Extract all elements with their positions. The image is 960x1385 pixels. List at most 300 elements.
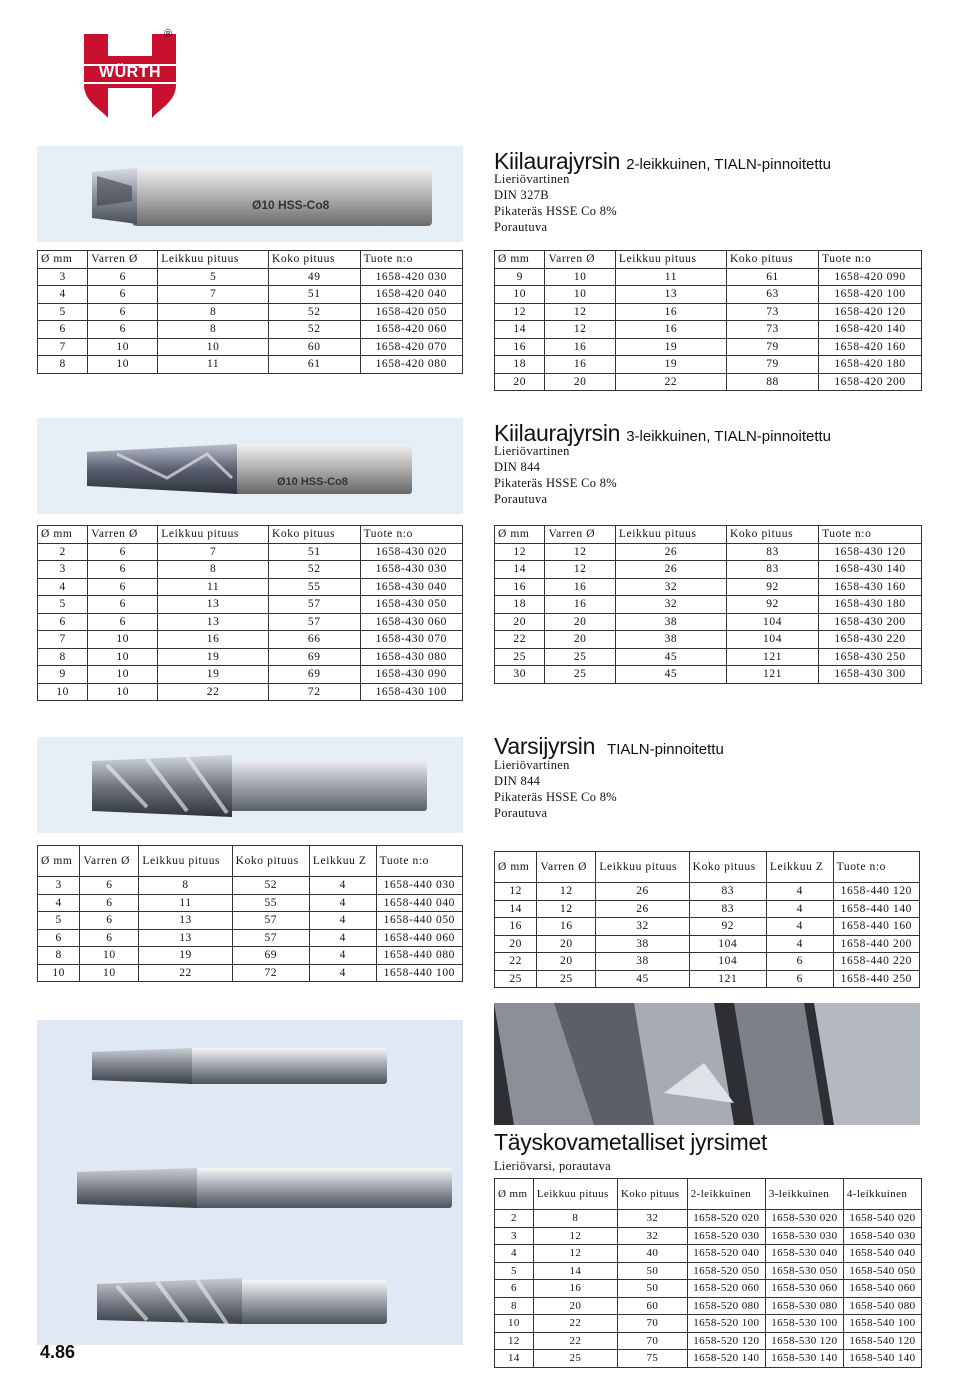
spec-line: Lieriövartinen [494,444,570,458]
table-cell: 20 [495,613,545,631]
table-cell: 70 [617,1332,687,1350]
table-cell: 6 [80,894,139,912]
table-cell: 26 [615,561,726,579]
table-cell: 1658-440 120 [833,883,919,901]
spec-line: Pikateräs HSSE Co 8% [494,204,618,218]
table-cell: 1658-530 040 [765,1245,843,1263]
column-header: Tuote n:o [819,526,922,544]
table-cell: 16 [495,338,545,356]
table-row [495,1332,922,1350]
column-header: 2-leikkuinen [687,1179,765,1210]
table-cell: 13 [158,596,269,614]
table-cell: 4 [766,900,833,918]
table-cell: 1658-440 250 [833,970,919,988]
column-header: Leikkuu pituus [139,846,232,877]
column-header: 3-leikkuinen [765,1179,843,1210]
table-cell: 1658-540 060 [843,1280,921,1298]
table-cell: 121 [727,648,819,666]
table-header-row [495,251,922,269]
section1-table-right [494,250,922,391]
table-cell: 10 [80,964,139,982]
table-row [495,1297,922,1315]
table-row [38,268,463,286]
table-cell: 6 [495,1280,534,1298]
table-cell: 1658-540 040 [843,1245,921,1263]
table-cell: 10 [495,1315,534,1333]
table-cell: 1658-430 080 [360,648,462,666]
table-cell: 38 [596,953,689,971]
column-header: Tuote n:o [819,251,922,269]
table-cell: 1658-430 200 [819,613,922,631]
table-cell: 1658-520 020 [687,1210,765,1228]
table-cell: 22 [158,683,269,701]
section3-title [494,733,724,760]
table-cell: 3 [495,1227,534,1245]
table-cell: 16 [545,338,615,356]
table-cell: 4 [38,578,88,596]
table-cell: 1658-540 030 [843,1227,921,1245]
table-cell: 12 [545,303,615,321]
table-cell: 20 [545,373,615,391]
table-cell: 1658-420 070 [360,338,462,356]
column-header: Varren Ø [88,526,158,544]
table-cell: 25 [537,970,596,988]
table-cell: 1658-520 080 [687,1297,765,1315]
table-row [495,935,920,953]
table-cell: 18 [495,596,545,614]
table-cell: 1658-440 060 [376,929,462,947]
table-cell: 1658-530 140 [765,1350,843,1368]
table-cell: 1658-540 120 [843,1332,921,1350]
column-header: Koko pituus [617,1179,687,1210]
spec-line: Pikateräs HSSE Co 8% [494,790,618,804]
table-row [495,953,920,971]
section1-title-suffix: 2-leikkuinen, TIALN-pinnoitettu [626,156,832,173]
section3-title-main: Varsijyrsin [494,733,596,759]
table-cell: 83 [727,561,819,579]
table-cell: 1658-440 220 [833,953,919,971]
section1-title-main: Kiilaurajyrsin [494,148,621,174]
column-header: Tuote n:o [833,852,919,883]
table-row [495,561,922,579]
table-cell: 4 [766,935,833,953]
table-cell: 19 [139,947,232,965]
table-row [495,321,922,339]
table-cell: 1658-520 040 [687,1245,765,1263]
table-row [38,929,463,947]
photo-label: Ø10 HSS-Co8 [277,476,348,488]
table-cell: 16 [158,631,269,649]
table-cell: 8 [38,356,88,374]
table-cell: 1658-440 200 [833,935,919,953]
table-cell: 1658-440 160 [833,918,919,936]
table-cell: 7 [38,631,88,649]
table-cell: 6 [88,321,158,339]
table-cell: 5 [495,1262,534,1280]
table-cell: 1658-430 220 [819,631,922,649]
section2-table-right [494,525,922,684]
table-cell: 1658-430 060 [360,613,462,631]
table-header-row [495,526,922,544]
section1-specs [494,171,617,235]
table-header-row [38,526,463,544]
table-cell: 10 [545,286,615,304]
table-cell: 6 [88,303,158,321]
table-cell: 16 [545,596,615,614]
table-cell: 3 [38,268,88,286]
table-cell: 1658-520 030 [687,1227,765,1245]
table-cell: 3 [38,877,80,895]
table-cell: 104 [689,953,766,971]
column-header: Koko pituus [268,251,360,269]
table-cell: 20 [495,935,537,953]
column-header: Ø mm [495,852,537,883]
table-cell: 13 [139,929,232,947]
column-header: Varren Ø [545,251,615,269]
table-cell: 13 [615,286,726,304]
table-row [495,543,922,561]
table-cell: 1658-420 060 [360,321,462,339]
table-cell: 4 [38,894,80,912]
column-header: Leikkuu pituus [158,251,269,269]
table-cell: 12 [545,321,615,339]
table-row [38,912,463,930]
table-cell: 1658-440 030 [376,877,462,895]
table-cell: 2 [495,1210,534,1228]
spec-line: DIN 327B [494,188,549,202]
column-header: Koko pituus [268,526,360,544]
table-cell: 1658-530 060 [765,1280,843,1298]
table-cell: 104 [727,613,819,631]
table-cell: 10 [158,338,269,356]
table-cell: 92 [689,918,766,936]
table-cell: 5 [38,912,80,930]
table-cell: 1658-540 140 [843,1350,921,1368]
table-row [495,286,922,304]
product-photo-shank-mill [37,737,463,833]
table-cell: 6 [88,613,158,631]
table-cell: 1658-420 050 [360,303,462,321]
section2-table-left [37,525,463,701]
table-cell: 1658-420 200 [819,373,922,391]
wurth-logo [80,30,180,120]
spec-line: Lieriövartinen [494,758,570,772]
table-cell: 1658-440 140 [833,900,919,918]
table-cell: 1658-430 300 [819,666,922,684]
table-cell: 10 [80,947,139,965]
table-cell: 13 [139,912,232,930]
table-cell: 25 [545,666,615,684]
table-cell: 4 [38,286,88,304]
table-cell: 8 [158,321,269,339]
section4-title [494,1129,767,1156]
table-cell: 69 [232,947,309,965]
table-row [495,596,922,614]
table-cell: 11 [139,894,232,912]
section4-subtitle: Lieriövarsi, porautava [494,1159,611,1173]
section3-table-right [494,851,920,988]
table-cell: 20 [545,613,615,631]
table-row [38,964,463,982]
table-cell: 19 [158,666,269,684]
table-cell: 52 [268,561,360,579]
table-cell: 22 [615,373,726,391]
table-cell: 11 [158,578,269,596]
table-row [495,666,922,684]
table-cell: 8 [139,877,232,895]
table-cell: 57 [268,596,360,614]
table-row [495,1210,922,1228]
table-cell: 6 [766,970,833,988]
table-cell: 1658-540 050 [843,1262,921,1280]
table-row [495,1262,922,1280]
table-row [38,321,463,339]
photo-label: Ø10 HSS-Co8 [252,198,330,212]
table-cell: 45 [615,648,726,666]
table-cell: 88 [727,373,819,391]
table-cell: 1658-540 080 [843,1297,921,1315]
table-cell: 14 [495,1350,534,1368]
table-cell: 61 [727,268,819,286]
table-cell: 55 [232,894,309,912]
table-cell: 1658-540 100 [843,1315,921,1333]
table-cell: 19 [158,648,269,666]
table-cell: 50 [617,1280,687,1298]
table-cell: 12 [495,883,537,901]
table-cell: 1658-420 140 [819,321,922,339]
table-cell: 13 [158,613,269,631]
table-cell: 4 [309,894,376,912]
table-cell: 20 [533,1297,617,1315]
table-cell: 1658-430 160 [819,578,922,596]
column-header: Leikkuu Z [309,846,376,877]
table-row [38,648,463,666]
table-row [495,303,922,321]
table-cell: 1658-430 050 [360,596,462,614]
table-row [38,683,463,701]
table-cell: 4 [309,929,376,947]
table-cell: 45 [615,666,726,684]
table-cell: 9 [495,268,545,286]
table-cell: 25 [495,970,537,988]
table-cell: 72 [268,683,360,701]
column-header: Ø mm [38,526,88,544]
table-cell: 1658-540 020 [843,1210,921,1228]
table-cell: 1658-440 050 [376,912,462,930]
table-row [38,666,463,684]
table-cell: 38 [615,631,726,649]
table-cell: 1658-430 020 [360,543,462,561]
table-cell: 1658-430 070 [360,631,462,649]
column-header: Koko pituus [689,852,766,883]
table-cell: 69 [268,666,360,684]
table-cell: 12 [495,1332,534,1350]
table-cell: 1658-430 250 [819,648,922,666]
table-header-row [38,846,463,877]
table-cell: 1658-430 030 [360,561,462,579]
product-photo-3-flute [37,418,463,514]
table-cell: 8 [38,947,80,965]
table-cell: 1658-420 080 [360,356,462,374]
table-cell: 6 [88,596,158,614]
table-cell: 16 [545,578,615,596]
section2-title-suffix: 3-leikkuinen, TIALN-pinnoitettu [626,428,832,445]
table-cell: 38 [596,935,689,953]
logo-text: WÜRTH [98,64,162,81]
table-row [495,1350,922,1368]
table-cell: 6 [88,561,158,579]
table-row [495,373,922,391]
table-cell: 1658-430 140 [819,561,922,579]
table-cell: 20 [495,373,545,391]
table-cell: 83 [727,543,819,561]
column-header: Leikkuu pituus [615,526,726,544]
table-cell: 16 [495,578,545,596]
table-row [38,561,463,579]
table-cell: 12 [533,1227,617,1245]
table-cell: 20 [545,631,615,649]
table-row [495,578,922,596]
table-cell: 4 [309,947,376,965]
table-cell: 1658-520 140 [687,1350,765,1368]
table-cell: 25 [545,648,615,666]
column-header: Ø mm [495,1179,534,1210]
table-cell: 6 [88,286,158,304]
column-header: Ø mm [38,251,88,269]
column-header: Leikkuu Z [766,852,833,883]
table-cell: 4 [766,883,833,901]
column-header: Ø mm [495,251,545,269]
table-cell: 6 [766,953,833,971]
table-cell: 8 [38,648,88,666]
table-cell: 66 [268,631,360,649]
table-cell: 14 [495,900,537,918]
table-cell: 5 [38,303,88,321]
table-cell: 6 [80,929,139,947]
table-row [38,303,463,321]
column-header: Tuote n:o [376,846,462,877]
table-cell: 1658-430 120 [819,543,922,561]
section2-title-main: Kiilaurajyrsin [494,420,621,446]
table-cell: 12 [533,1245,617,1263]
table-cell: 10 [38,683,88,701]
table-cell: 6 [38,321,88,339]
table-cell: 12 [537,900,596,918]
table-row [38,613,463,631]
table-cell: 1658-520 120 [687,1332,765,1350]
table-row [495,1245,922,1263]
table-cell: 45 [596,970,689,988]
table-cell: 20 [537,953,596,971]
column-header: Leikkuu pituus [158,526,269,544]
spec-line: Pikateräs HSSE Co 8% [494,476,618,490]
table-cell: 10 [88,683,158,701]
table-cell: 6 [80,912,139,930]
table-cell: 12 [545,543,615,561]
table-cell: 22 [495,631,545,649]
table-cell: 32 [615,596,726,614]
registered-mark: ® [164,28,173,40]
table-row [38,631,463,649]
table-cell: 57 [232,912,309,930]
table-cell: 7 [38,338,88,356]
product-photo-carbide-mills [37,1020,463,1345]
table-cell: 10 [88,356,158,374]
table-row [38,877,463,895]
table-cell: 26 [615,543,726,561]
table-row [38,356,463,374]
table-cell: 12 [495,303,545,321]
table-cell: 26 [596,900,689,918]
table-cell: 3 [38,561,88,579]
table-row [38,596,463,614]
column-header: 4-leikkuinen [843,1179,921,1210]
table-cell: 1658-530 030 [765,1227,843,1245]
table-row [495,648,922,666]
table-cell: 60 [268,338,360,356]
table-row [38,947,463,965]
table-cell: 10 [88,666,158,684]
table-cell: 11 [615,268,726,286]
table-cell: 6 [88,578,158,596]
table-cell: 57 [232,929,309,947]
table-cell: 1658-530 020 [765,1210,843,1228]
table-cell: 1658-420 030 [360,268,462,286]
table-cell: 83 [689,900,766,918]
table-cell: 55 [268,578,360,596]
table-cell: 1658-440 040 [376,894,462,912]
table-cell: 79 [727,338,819,356]
table-cell: 1658-420 160 [819,338,922,356]
table-cell: 73 [727,303,819,321]
table-cell: 49 [268,268,360,286]
table-cell: 4 [309,912,376,930]
table-cell: 16 [615,321,726,339]
column-header: Tuote n:o [360,526,462,544]
table-cell: 52 [268,321,360,339]
table-cell: 19 [615,356,726,374]
table-row [495,268,922,286]
page-number: 4.86 [40,1342,76,1362]
table-cell: 30 [495,666,545,684]
table-cell: 1658-430 180 [819,596,922,614]
section1-table-left [37,250,463,374]
table-row [495,1280,922,1298]
table-row [495,1315,922,1333]
table-cell: 22 [533,1315,617,1333]
column-header: Varren Ø [80,846,139,877]
spec-line: DIN 844 [494,774,541,788]
table-row [38,543,463,561]
section4-table [494,1178,922,1368]
table-cell: 10 [88,631,158,649]
table-cell: 4 [766,918,833,936]
table-cell: 83 [689,883,766,901]
table-cell: 10 [545,268,615,286]
table-cell: 121 [727,666,819,684]
product-photo-cutting-tips [494,1003,920,1125]
table-cell: 6 [88,543,158,561]
table-cell: 1658-520 050 [687,1262,765,1280]
table-cell: 32 [617,1210,687,1228]
table-cell: 92 [727,578,819,596]
table-row [495,883,920,901]
table-cell: 25 [533,1350,617,1368]
table-cell: 121 [689,970,766,988]
column-header: Tuote n:o [360,251,462,269]
table-cell: 1658-430 090 [360,666,462,684]
table-cell: 7 [158,286,269,304]
